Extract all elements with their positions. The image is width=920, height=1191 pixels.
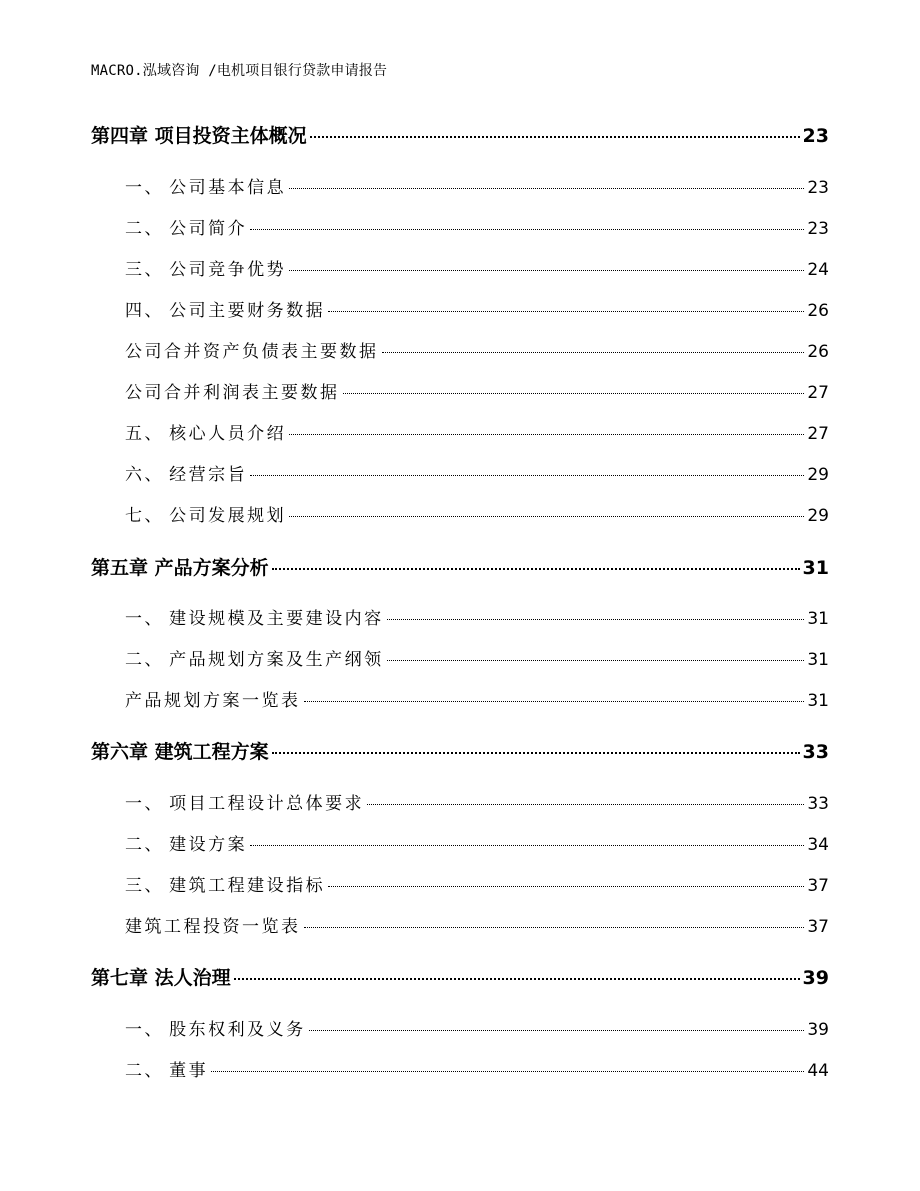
toc-entry-title: 经营宗旨 <box>169 465 248 485</box>
dot-leader <box>289 188 804 189</box>
toc-entry[interactable] <box>125 378 829 406</box>
toc-entry-number: 七、 <box>125 506 164 526</box>
toc-page-number: 26 <box>807 301 829 321</box>
dot-leader <box>211 1071 804 1072</box>
dot-leader <box>310 136 800 138</box>
toc-page-number: 39 <box>802 967 829 989</box>
dot-leader <box>387 619 805 620</box>
toc-entry[interactable] <box>125 296 829 324</box>
toc-entry[interactable] <box>125 460 829 488</box>
toc-entry-title: 第七章 法人治理 <box>91 967 231 989</box>
dot-leader <box>382 352 805 353</box>
toc-entry-number: 二、 <box>125 219 164 239</box>
toc-entry[interactable] <box>125 501 829 529</box>
toc-page-number: 31 <box>807 650 829 670</box>
dot-leader <box>309 1030 805 1031</box>
toc-page-number: 44 <box>807 1061 829 1081</box>
toc-entry[interactable] <box>125 830 829 858</box>
running-header: MACRO.泓域咨询 /电机项目银行贷款申请报告 <box>91 63 388 79</box>
toc-entry[interactable] <box>125 686 829 714</box>
toc-entry[interactable] <box>125 871 829 899</box>
toc-entry-number: 一、 <box>125 178 164 198</box>
toc-entry-number: 三、 <box>125 260 164 280</box>
toc-page-number: 31 <box>807 609 829 629</box>
toc-entry[interactable] <box>125 789 829 817</box>
toc-entry-title: 建筑工程投资一览表 <box>125 917 301 937</box>
toc-entry-title: 核心人员介绍 <box>169 424 287 444</box>
dot-leader <box>367 804 804 805</box>
toc-entry-title: 产品规划方案一览表 <box>125 691 301 711</box>
toc-entry-number: 五、 <box>125 424 164 444</box>
toc-entry[interactable] <box>125 255 829 283</box>
dot-leader <box>304 701 805 702</box>
toc-page-number: 23 <box>807 178 829 198</box>
toc-page-number: 37 <box>807 917 829 937</box>
toc-entry-title: 公司竞争优势 <box>169 260 287 280</box>
toc-entry-number: 六、 <box>125 465 164 485</box>
toc-entry-title: 第五章 产品方案分析 <box>91 557 269 579</box>
dot-leader <box>250 845 804 846</box>
toc-entry-title: 公司合并资产负债表主要数据 <box>125 342 379 362</box>
dot-leader <box>250 475 804 476</box>
toc-page-number: 34 <box>807 835 829 855</box>
toc-page-number: 26 <box>807 342 829 362</box>
toc-page-number: 27 <box>807 383 829 403</box>
toc-chapter-6[interactable] <box>91 737 829 765</box>
toc-entry-title: 建设规模及主要建设内容 <box>169 609 384 629</box>
dot-leader <box>328 886 804 887</box>
toc-entry-number: 一、 <box>125 609 164 629</box>
toc-entry[interactable] <box>125 604 829 632</box>
toc-entry-title: 公司主要财务数据 <box>169 301 326 321</box>
toc-entry-number: 一、 <box>125 1020 164 1040</box>
toc-entry-number: 四、 <box>125 301 164 321</box>
toc-entry[interactable] <box>125 214 829 242</box>
dot-leader <box>250 229 804 230</box>
toc-entry-number: 一、 <box>125 794 164 814</box>
toc-page-number: 24 <box>807 260 829 280</box>
toc-page-number: 23 <box>807 219 829 239</box>
dot-leader <box>272 752 800 754</box>
dot-leader <box>289 434 804 435</box>
dot-leader <box>234 978 800 980</box>
toc-page-number: 39 <box>807 1020 829 1040</box>
toc-page-number: 37 <box>807 876 829 896</box>
dot-leader <box>304 927 805 928</box>
toc-entry-number: 三、 <box>125 876 164 896</box>
toc-page-number: 29 <box>807 465 829 485</box>
dot-leader <box>343 393 805 394</box>
toc-page-number: 31 <box>807 691 829 711</box>
toc-entry-title: 公司基本信息 <box>169 178 287 198</box>
toc-chapter-7[interactable] <box>91 963 829 991</box>
toc-page-number: 33 <box>807 794 829 814</box>
toc-entry-title: 第六章 建筑工程方案 <box>91 741 269 763</box>
toc-entry-title: 股东权利及义务 <box>169 1020 306 1040</box>
toc-entry-title: 第四章 项目投资主体概况 <box>91 125 307 147</box>
dot-leader <box>272 568 800 570</box>
toc-entry[interactable] <box>125 173 829 201</box>
toc-entry-title: 产品规划方案及生产纲领 <box>169 650 384 670</box>
toc-chapter-5[interactable] <box>91 553 829 581</box>
toc-entry-title: 建筑工程建设指标 <box>169 876 326 896</box>
toc-page-number: 23 <box>802 125 829 147</box>
toc-page-number: 29 <box>807 506 829 526</box>
toc-entry[interactable] <box>125 1056 829 1084</box>
toc-entry[interactable] <box>125 1015 829 1043</box>
toc-entry[interactable] <box>125 645 829 673</box>
toc-entry-number: 二、 <box>125 650 164 670</box>
dot-leader <box>289 270 804 271</box>
toc-entry-title: 项目工程设计总体要求 <box>169 794 365 814</box>
toc-entry[interactable] <box>125 912 829 940</box>
toc-chapter-4[interactable] <box>91 121 829 149</box>
dot-leader <box>387 660 805 661</box>
dot-leader <box>289 516 804 517</box>
toc-entry[interactable] <box>125 419 829 447</box>
toc-page-number: 27 <box>807 424 829 444</box>
toc-page-number: 33 <box>802 741 829 763</box>
toc-entry-title: 董事 <box>169 1061 209 1081</box>
toc-entry-number: 二、 <box>125 1061 164 1081</box>
dot-leader <box>328 311 804 312</box>
toc-entry-title: 公司合并利润表主要数据 <box>125 383 340 403</box>
toc-entry[interactable] <box>125 337 829 365</box>
toc-entry-title: 建设方案 <box>169 835 248 855</box>
toc-entry-number: 二、 <box>125 835 164 855</box>
toc-page-number: 31 <box>802 557 829 579</box>
toc-entry-title: 公司简介 <box>169 219 248 239</box>
toc-entry-title: 公司发展规划 <box>169 506 287 526</box>
